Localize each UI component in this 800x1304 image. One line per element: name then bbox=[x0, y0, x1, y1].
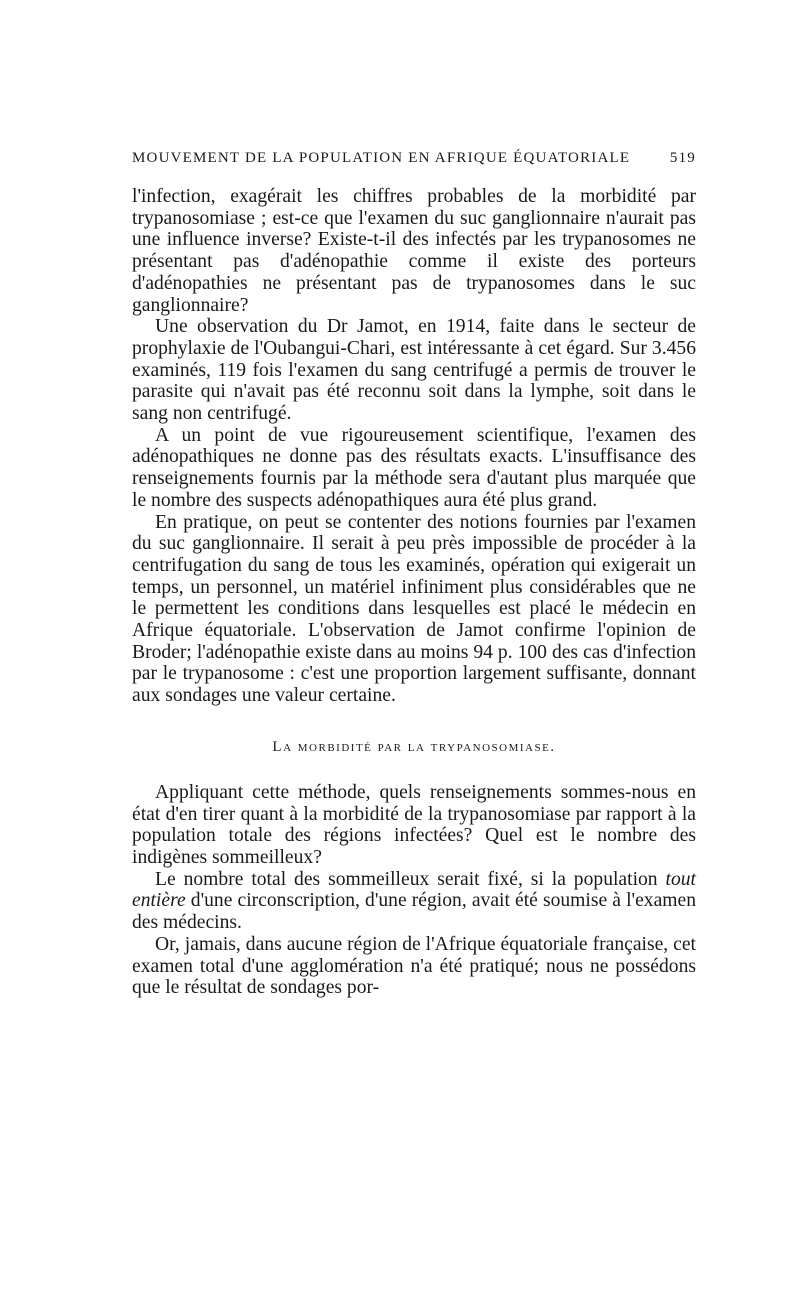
page-number: 519 bbox=[669, 150, 696, 166]
paragraph-2: Une observation du Dr Jamot, en 1914, faite dans le secteur de prophylaxie de l'Oubangui-Chari, est intéressante à cet égard. Sur 3.456 examinés, 119 fois l'examen du sang centrifugé a permis de trouver le parasite qui n'avait pas été reconnu soit dans la lymphe, soit dans le sang non centrifugé. bbox=[132, 316, 696, 425]
paragraph-1: l'infection, exagérait les chiffres probables de la morbidité par trypanosomiase ; est-ce que l'examen du suc ganglionnaire n'aurait pas une influence inverse? Existe-t-il des infectés par les trypanosomes ne présentant pas d'adénopathie comme il existe des porteurs d'adénopathies ne présentant pas de trypanosomes dans le suc ganglionnaire? bbox=[132, 186, 696, 316]
running-title: MOUVEMENT DE LA POPULATION EN AFRIQUE ÉQUATORIALE bbox=[132, 150, 631, 166]
paragraph-6-end: d'une circonscription, d'une région, avait été soumise à l'examen des médecins. bbox=[132, 890, 696, 934]
paragraph-5: Appliquant cette méthode, quels renseignements sommes-nous en état d'en tirer quant à la morbidité de la trypanosomiase par rapport à la population totale des régions infectées? Quel est le nombre des indigènes sommeilleux? bbox=[132, 781, 696, 868]
paragraph-6-start: Le nombre total des sommeilleux serait fixé, si la population bbox=[155, 868, 666, 890]
paragraph-3: A un point de vue rigoureusement scientifique, l'examen des adénopathiques ne donne pas des résultats exacts. L'insuffisance des renseignements fournis par la méthode sera d'autant plus marquée que le nombre des suspects adénopathiques aura été plus grand. bbox=[132, 424, 696, 511]
paragraph-6-emphasis: tout entière bbox=[132, 868, 696, 912]
section-heading: La morbidité par la trypanosomiase. bbox=[272, 738, 556, 755]
paragraph-4: En pratique, on peut se contenter des notions fournies par l'examen du suc ganglionnaire. Il serait à peu près impossible de procéder à la centrifugation du sang de tous les examinés, opération qui exigerait un temps, un personnel, un matériel infiniment plus considérables que ne le permettent les conditions dans lesquelles est placé le médecin en Afrique équatoriale. L'observation de Jamot confirme l'opinion de Broder; l'adénopathie existe dans au moins 94 p. 100 des cas d'infection par le trypanosome : c'est une proportion largement suffisante, donnant aux sondages une valeur certaine. bbox=[132, 511, 696, 707]
paragraph-7: Or, jamais, dans aucune région de l'Afrique équatoriale française, cet examen total d'une agglomération n'a été pratiqué; nous ne possédons que le résultat de sondages por- bbox=[132, 933, 696, 999]
paragraph-6 bbox=[132, 869, 696, 934]
running-header bbox=[132, 150, 696, 172]
book-page bbox=[132, 150, 696, 999]
